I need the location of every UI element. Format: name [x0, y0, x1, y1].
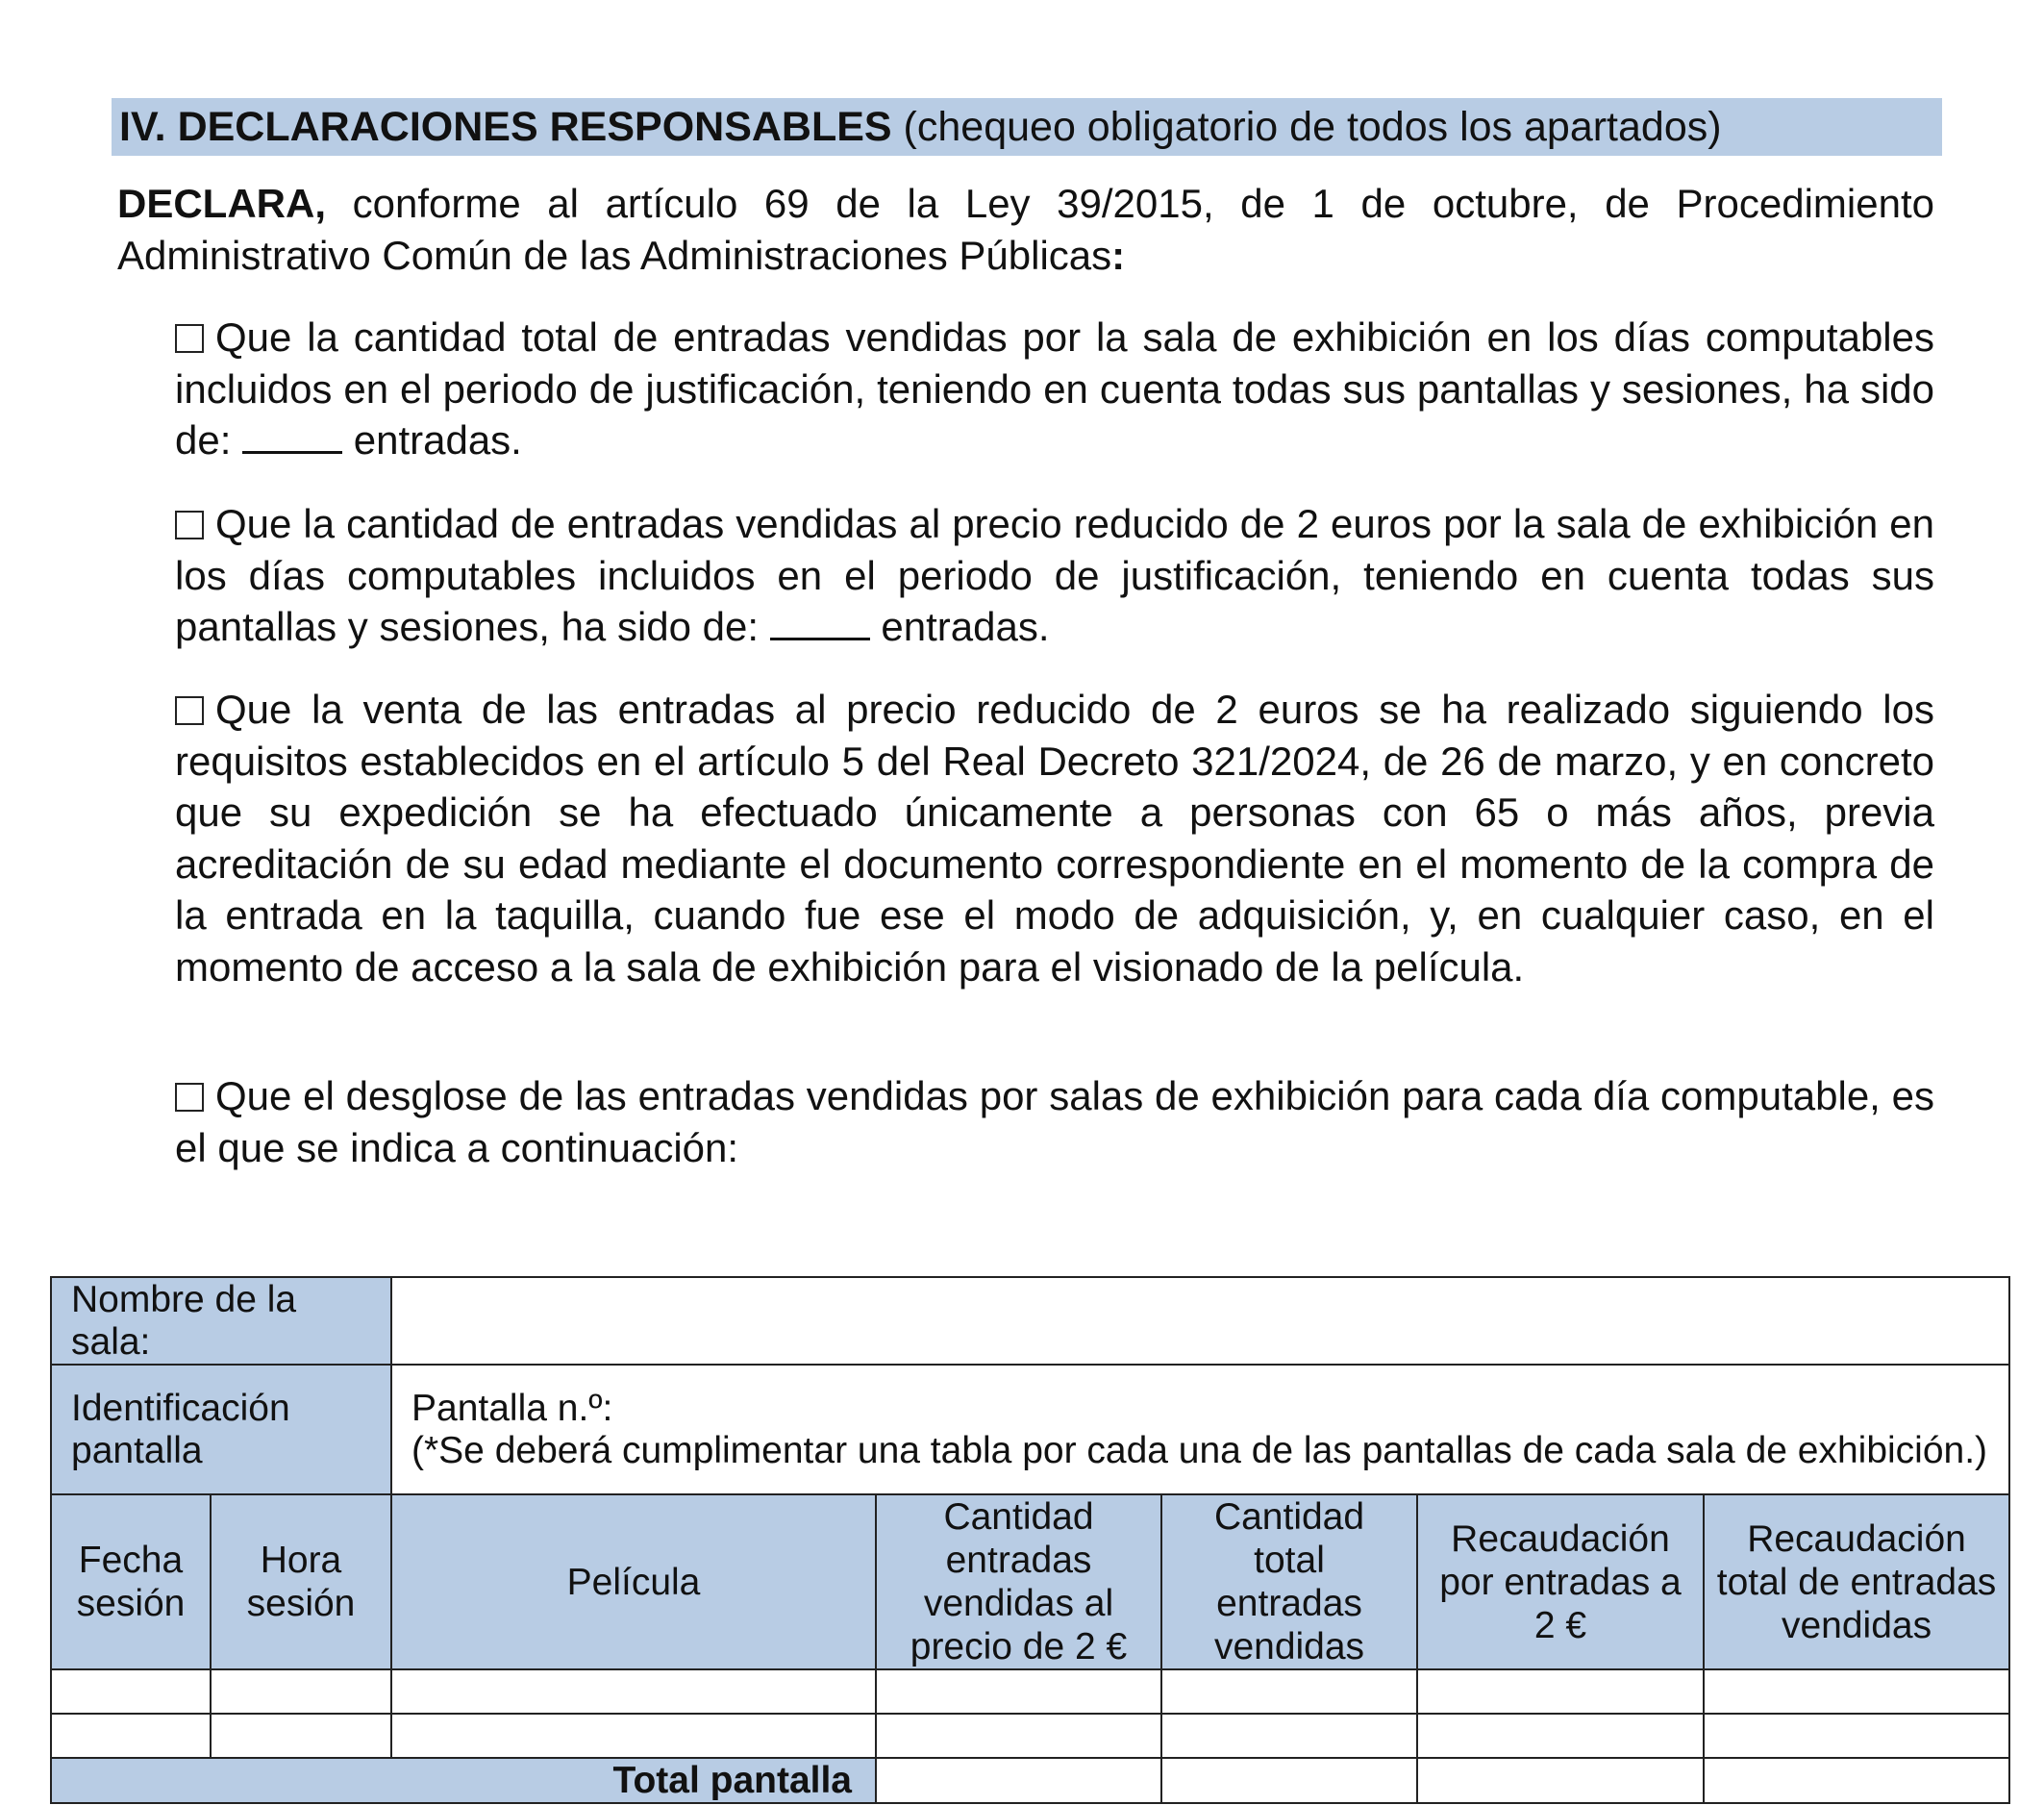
declaration-item-desglose	[175, 1070, 1934, 1173]
pantalla-note: (*Se deberá cumplimentar una tabla por cada una de las pantallas de cada sala de exhibición.)	[411, 1429, 1988, 1471]
cell-hora[interactable]	[211, 1714, 391, 1758]
header-hora-sesion: Hora sesión	[211, 1494, 391, 1669]
cell-recaudacion-total[interactable]	[1704, 1714, 2009, 1758]
sala-label: Nombre de la sala:	[51, 1277, 391, 1365]
declaration-item-total-entradas	[175, 312, 1934, 466]
declaration-item-requisitos	[175, 684, 1934, 992]
declaration-text-2: Que la cantidad de entradas vendidas al precio reducido de 2 euros por la sala de exhibición en los días computables incluidos en el periodo de justificación, teniendo en cuenta todas sus pantallas y sesiones, ha sido de:	[175, 501, 1934, 649]
declaration-checkbox-4[interactable]	[175, 1083, 204, 1112]
sala-row	[51, 1277, 2009, 1365]
cell-cantidad-total[interactable]	[1161, 1714, 1417, 1758]
declaration-text-4: Que el desglose de las entradas vendidas por salas de exhibición para cada día computable, es el que se indica a continuación:	[175, 1073, 1934, 1170]
total-cantidad-total[interactable]	[1161, 1758, 1417, 1803]
declaration-text-1: Que la cantidad total de entradas vendidas por la sala de exhibición en los días computables incluidos en el periodo de justificación, teniendo en cuenta todas sus pantallas y sesiones, ha sido de:	[175, 314, 1934, 463]
declaration-text-3: Que la venta de las entradas al precio reducido de 2 euros se ha realizado siguiendo los requisitos establecidos en el artículo 5 del Real Decreto 321/2024, de 26 de marzo, y en concreto que su expedición se ha efectuado únicamente a personas con 65 o más años, previa acreditación de su edad mediante el documento correspondiente en el momento de la compra de la entrada en la taquilla, cuando fue ese el modo de adquisición, y, en cualquier caso, en el momento de acceso a la sala de exhibición para el visionado de la película.	[175, 687, 1934, 990]
pantalla-label: Identificación pantalla	[51, 1365, 391, 1494]
cell-pelicula[interactable]	[391, 1714, 876, 1758]
blank-entradas-2-euros[interactable]	[770, 607, 870, 640]
cell-pelicula[interactable]	[391, 1669, 876, 1714]
header-recaudacion-2-euros: Recaudación por entradas a 2 €	[1417, 1494, 1704, 1669]
header-pelicula: Película	[391, 1494, 876, 1669]
header-recaudacion-total: Recaudación total de entradas vendidas	[1704, 1494, 2009, 1669]
declara-bold: DECLARA,	[117, 181, 326, 226]
declara-colon: :	[1111, 233, 1126, 278]
cell-fecha[interactable]	[51, 1714, 211, 1758]
total-row	[51, 1758, 2009, 1803]
sala-value-cell[interactable]	[391, 1277, 2009, 1365]
total-recaudacion-2-euros[interactable]	[1417, 1758, 1704, 1803]
section-title-bold: IV. DECLARACIONES RESPONSABLES	[119, 104, 892, 150]
sales-breakdown-table	[50, 1276, 2010, 1804]
table-row	[51, 1714, 2009, 1758]
declara-paragraph	[117, 178, 1934, 282]
section-title-rest: (chequeo obligatorio de todos los apartados)	[891, 104, 1722, 150]
declaration-checkbox-2[interactable]	[175, 511, 204, 539]
cell-recaudacion-total[interactable]	[1704, 1669, 2009, 1714]
blank-total-entradas[interactable]	[242, 420, 342, 454]
table-header-row	[51, 1494, 2009, 1669]
cell-fecha[interactable]	[51, 1669, 211, 1714]
header-cantidad-2-euros: Cantidad entradas vendidas al precio de 2 €	[876, 1494, 1161, 1669]
declara-text: conforme al artículo 69 de la Ley 39/2015, de 1 de octubre, de Procedimiento Administrativo Común de las Administraciones Públicas	[117, 181, 1934, 278]
section-title	[112, 98, 1942, 156]
header-cantidad-total: Cantidad total entradas vendidas	[1161, 1494, 1417, 1669]
cell-recaudacion-2-euros[interactable]	[1417, 1669, 1704, 1714]
pantalla-row	[51, 1365, 2009, 1494]
cell-recaudacion-2-euros[interactable]	[1417, 1714, 1704, 1758]
header-fecha-sesion: Fecha sesión	[51, 1494, 211, 1669]
declaration-checkbox-1[interactable]	[175, 324, 204, 353]
pantalla-number-label: Pantalla n.º:	[411, 1387, 613, 1429]
declaration-checkbox-3[interactable]	[175, 696, 204, 725]
cell-hora[interactable]	[211, 1669, 391, 1714]
cell-cantidad-2-euros[interactable]	[876, 1714, 1161, 1758]
table-row	[51, 1669, 2009, 1714]
declaration-suffix-1: entradas.	[342, 417, 522, 463]
declaration-suffix-2: entradas.	[869, 604, 1050, 649]
declaration-item-entradas-2-euros	[175, 498, 1934, 653]
total-recaudacion-total[interactable]	[1704, 1758, 2009, 1803]
cell-cantidad-2-euros[interactable]	[876, 1669, 1161, 1714]
total-cantidad-2-euros[interactable]	[876, 1758, 1161, 1803]
total-pantalla-label: Total pantalla	[51, 1758, 876, 1803]
pantalla-value-cell[interactable]	[391, 1365, 2009, 1494]
cell-cantidad-total[interactable]	[1161, 1669, 1417, 1714]
